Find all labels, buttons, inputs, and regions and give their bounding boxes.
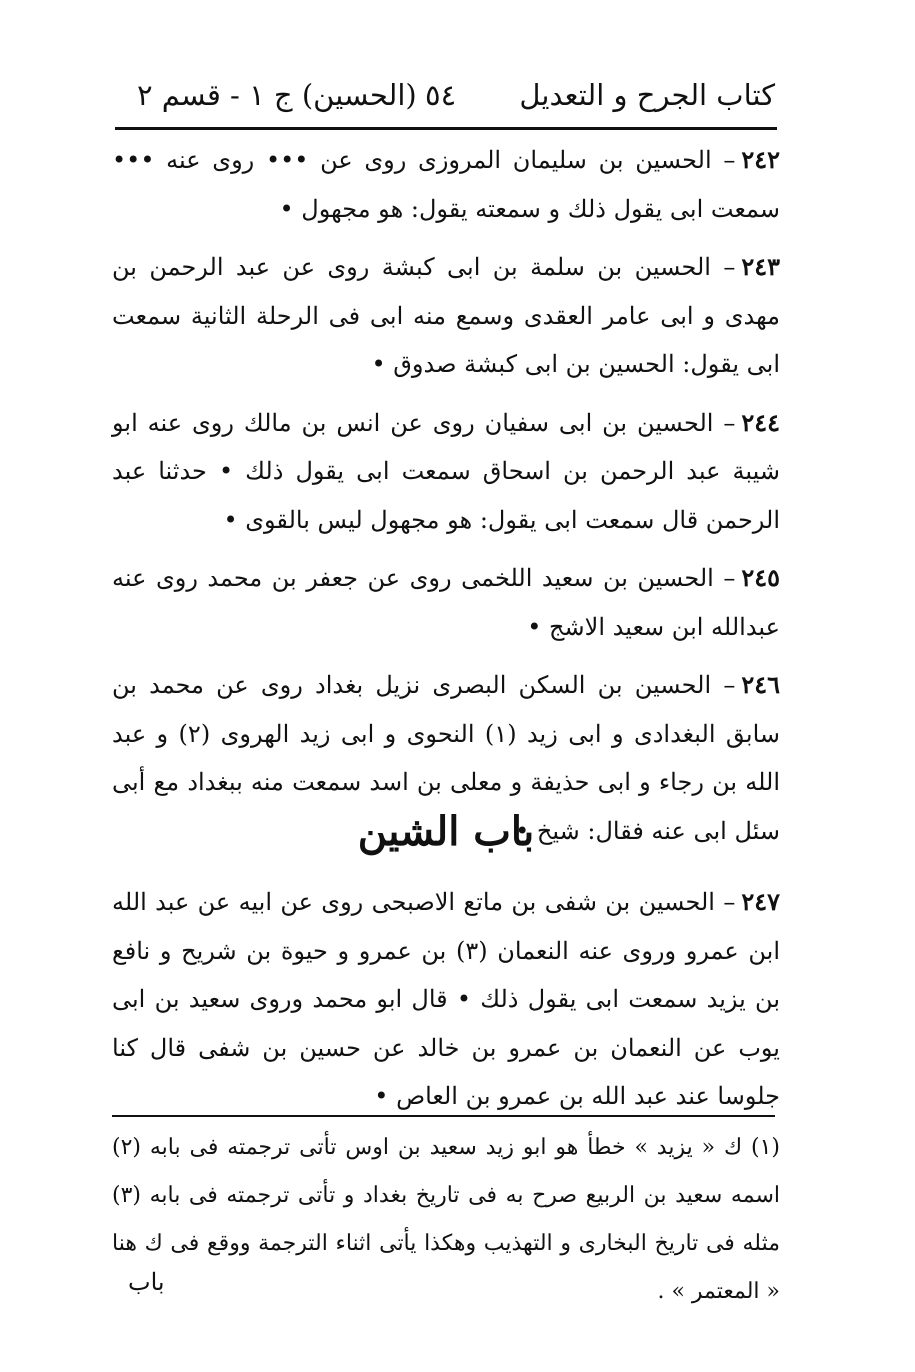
entry-text: – الحسين بن سعيد اللخمى روى عن جعفر بن محمد روى عنه عبدالله ابن سعيد الاشج • bbox=[112, 564, 780, 641]
entry-text: – الحسين بن سليمان المروزى روى عن ••• روى عنه ••• سمعت ابى يقول ذلك و سمعته يقول: هو مجهول • bbox=[112, 146, 780, 223]
footnotes: (١) ك « يزيد » خطأ هو ابو زيد سعيد بن اوس تأتى ترجمته فى بابه (٢) اسمه سعيد بن الربيع صرح به فى تاريخ بغداد و تأتى ترجمته فى بابه (٣) مثله فى تاريخ البخارى و التهذيب وهكذا يأتى اثناء الترجمة ووقع فى ك هنا « المعتمر » . bbox=[112, 1135, 780, 1304]
section-info: (الحسين) ج ١ - قسم ٢ bbox=[137, 78, 417, 112]
entry-text: – الحسين بن شفى بن ماتع الاصبحى روى عن ابيه عن عبد الله ابن عمرو وروى عنه النعمان (٣) بن عمرو و حيوة بن شريح و نافع بن يزيد سمعت ابى يقول ذلك • قال ابو محمد وروى سعيد بن ابى يوب عن النعمان بن عمرو بن خالد عن حسين بن شفى قال كنا جلوسا عند عبد الله بن عمرو بن العاص • bbox=[112, 888, 781, 1110]
entries-list-after-heading bbox=[112, 878, 780, 1131]
entry-245 bbox=[112, 554, 780, 651]
chapter-heading: باب الشين bbox=[357, 808, 535, 855]
book-title: كتاب الجرح و التعديل bbox=[519, 78, 775, 112]
entry-number: ٢٤٣ bbox=[741, 252, 780, 281]
entry-number: ٢٤٤ bbox=[741, 407, 780, 437]
catchword: باب bbox=[128, 1268, 165, 1296]
entry-number: ٢٤٦ bbox=[741, 670, 780, 699]
footnote-rule bbox=[112, 1115, 775, 1117]
entry-244 bbox=[112, 399, 780, 545]
entry-number: ٢٤٧ bbox=[741, 887, 780, 916]
entry-text: – الحسين بن سلمة بن ابى كبشة روى عن عبد الرحمن بن مهدى و ابى عامر العقدى وسمع منه ابى فى الرحلة الثانية سمعت ابى يقول: الحسين بن ابى كبشة صدوق • bbox=[112, 253, 780, 378]
entry-text: – الحسين بن ابى سفيان روى عن انس بن مالك روى عنه ابو شيبة عبد الرحمن بن اسحاق سمعت ابى يقول ذلك • حدثنا عبد الرحمن قال سمعت ابى يقول: هو مجهول ليس بالقوى • bbox=[112, 408, 780, 534]
page-number: ٥٤ bbox=[425, 78, 457, 112]
entry-242 bbox=[112, 136, 780, 233]
entry-number: ٢٤٢ bbox=[741, 145, 780, 174]
entry-247 bbox=[112, 878, 780, 1121]
page-header bbox=[115, 72, 775, 122]
header-rule bbox=[115, 127, 777, 130]
entry-243 bbox=[112, 243, 780, 389]
entries-list bbox=[112, 136, 780, 865]
entry-text: – الحسين بن السكن البصرى نزيل بغداد روى عن محمد بن سابق البغدادى و ابى زيد (١) النحوى و ابى زيد الهروى (٢) و عبد الله بن رجاء و ابى حذيفة و معلى بن اسد سمعت منه ببغداد مع أبى سئل ابى عنه فقال: شيخ • bbox=[112, 671, 781, 845]
entry-number: ٢٤٥ bbox=[741, 563, 780, 592]
